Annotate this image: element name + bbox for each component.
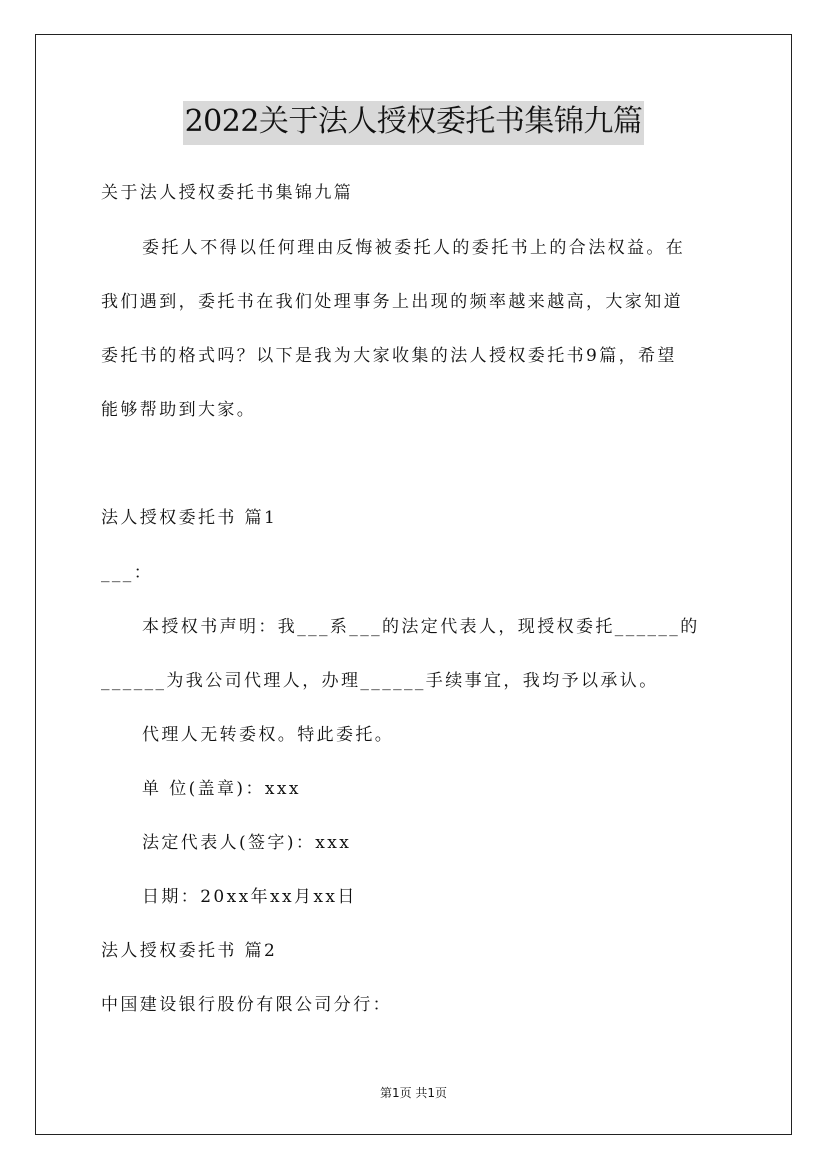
title-container <box>0 101 827 145</box>
subtitle: 关于法人授权委托书集锦九篇 <box>101 183 354 203</box>
section-1-body-line-1: 本授权书声明：我___系___的法定代表人，现授权委托______的 <box>142 617 700 637</box>
section-2-salutation: 中国建设银行股份有限公司分行： <box>101 995 392 1015</box>
section-1-date: 日期：20xx年xx月xx日 <box>142 887 357 907</box>
section-1-note: 代理人无转委权。特此委托。 <box>142 725 395 745</box>
section-1-heading: 法人授权委托书 篇1 <box>101 508 278 528</box>
section-2-heading: 法人授权委托书 篇2 <box>101 941 278 961</box>
page-footer: 第1页 共1页 <box>379 1086 448 1100</box>
intro-line-1: 委托人不得以任何理由反悔被委托人的委托书上的合法权益。在 <box>142 238 686 258</box>
section-1-body-line-2: ______为我公司代理人，办理______手续事宜，我均予以承认。 <box>101 671 659 691</box>
section-1-representative: 法定代表人(签字)：xxx <box>142 833 352 853</box>
intro-line-3: 委托书的格式吗？以下是我为大家收集的法人授权委托书9篇，希望 <box>101 346 677 366</box>
section-1-unit: 单 位(盖章)：xxx <box>142 779 301 799</box>
section-1-salutation: ___： <box>101 563 154 583</box>
document-title: 2022关于法人授权委托书集锦九篇 <box>183 101 645 145</box>
intro-line-2: 我们遇到，委托书在我们处理事务上出现的频率越来越高，大家知道 <box>101 292 683 312</box>
intro-line-4: 能够帮助到大家。 <box>101 400 257 420</box>
